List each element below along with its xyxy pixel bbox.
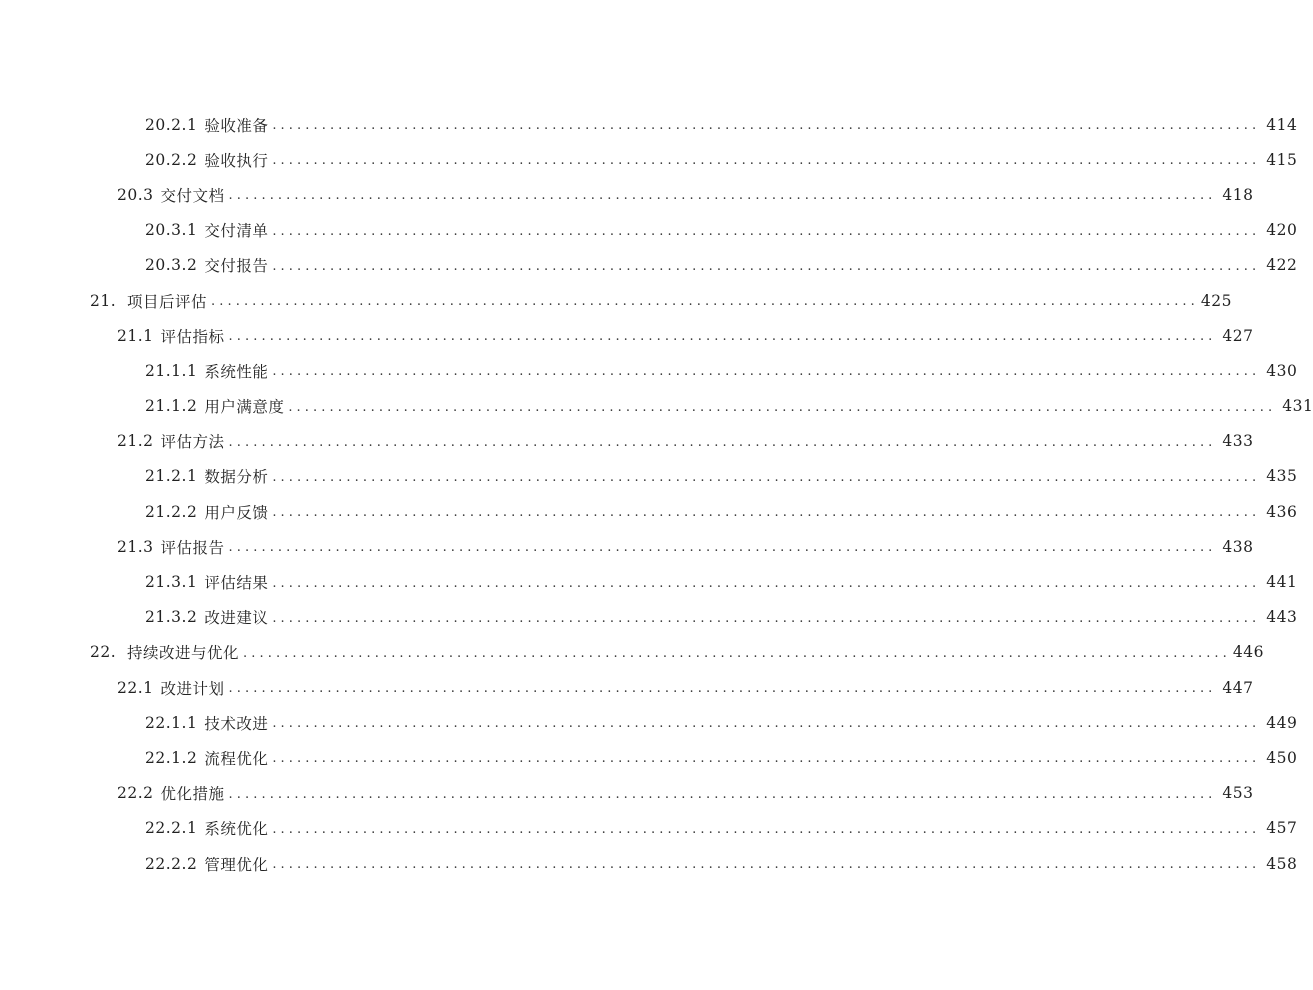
toc-entry-number: 21.2: [117, 432, 154, 451]
toc-entry-page-number: 457: [1266, 819, 1298, 838]
toc-entry-level-3[interactable]: [0, 353, 1298, 388]
dot-leader: ........................................................................................................................: [228, 681, 1217, 697]
toc-entry-number: 20.3: [117, 185, 154, 204]
dot-leader: ........................................................................................................................: [272, 610, 1261, 626]
toc-entry-title: 改进计划: [160, 679, 225, 698]
dot-leader: ........................................................................................................................: [272, 857, 1261, 873]
dot-leader: ........................................................................................................................: [228, 188, 1217, 204]
toc-entry-level-3[interactable]: [0, 705, 1298, 740]
dot-leader: ........................................................................................................................: [288, 399, 1277, 415]
toc-entry-title: 评估报告: [160, 538, 225, 557]
toc-entry-number: 21.2.1: [145, 467, 198, 486]
dot-leader: ........................................................................................................................: [272, 505, 1261, 521]
toc-entry-title: 用户反馈: [204, 503, 269, 522]
toc-entry-number: 20.2.2: [145, 150, 198, 169]
toc-entry-page-number: 418: [1222, 185, 1254, 204]
toc-entry-level-3[interactable]: [0, 740, 1298, 775]
toc-entry-title: 验收准备: [204, 116, 269, 135]
toc-entry-level-1[interactable]: [0, 283, 1232, 318]
toc-entry-title: 管理优化: [204, 855, 269, 874]
toc-entry-level-3[interactable]: [0, 459, 1298, 494]
toc-entry-number: 22.2.1: [145, 819, 198, 838]
toc-entry-title: 验收执行: [204, 151, 269, 170]
toc-entry-level-3[interactable]: [0, 846, 1298, 881]
toc-entry-page-number: 447: [1222, 678, 1254, 697]
dot-leader: ........................................................................................................................: [243, 645, 1231, 661]
toc-entry-page-number: 438: [1222, 537, 1254, 556]
toc-entry-page-number: 450: [1266, 748, 1298, 767]
toc-entry-level-2[interactable]: [0, 318, 1254, 353]
toc-entry-title: 用户满意度: [204, 398, 285, 417]
dot-leader: ........................................................................................................................: [272, 118, 1261, 134]
toc-entry-level-1[interactable]: [0, 635, 1264, 670]
toc-entry-page-number: 431: [1282, 397, 1313, 416]
toc-entry-title: 流程优化: [204, 749, 269, 768]
dot-leader: ........................................................................................................................: [272, 821, 1261, 837]
dot-leader: ........................................................................................................................: [272, 223, 1261, 239]
toc-entry-page-number: 453: [1222, 784, 1254, 803]
toc-entry-number: 21.: [90, 291, 117, 310]
dot-leader: ........................................................................................................................: [228, 329, 1217, 345]
toc-entry-title: 项目后评估: [127, 292, 208, 311]
toc-entry-number: 22.1.1: [145, 713, 198, 732]
dot-leader: ........................................................................................................................: [272, 751, 1261, 767]
toc-entry-title: 技术改进: [204, 714, 269, 733]
toc-entry-title: 系统性能: [204, 362, 269, 381]
toc-entry-number: 22.: [90, 643, 117, 662]
table-of-contents: [0, 107, 1313, 881]
toc-entry-number: 21.3: [117, 537, 154, 556]
toc-entry-page-number: 435: [1266, 467, 1298, 486]
toc-entry-number: 20.3.1: [145, 221, 198, 240]
toc-entry-number: 21.2.2: [145, 502, 198, 521]
toc-entry-level-2[interactable]: [0, 424, 1254, 459]
toc-entry-title: 数据分析: [204, 468, 269, 487]
toc-entry-level-3[interactable]: [0, 600, 1298, 635]
dot-leader: ........................................................................................................................: [272, 575, 1261, 591]
toc-entry-level-3[interactable]: [0, 389, 1313, 424]
toc-entry-page-number: 425: [1200, 291, 1232, 310]
toc-entry-number: 21.1.1: [145, 361, 198, 380]
toc-entry-page-number: 436: [1266, 502, 1298, 521]
toc-entry-number: 21.3.2: [145, 608, 198, 627]
toc-entry-number: 22.1.2: [145, 748, 198, 767]
dot-leader: ........................................................................................................................: [272, 258, 1261, 274]
toc-entry-number: 21.1.2: [145, 397, 198, 416]
toc-entry-level-2[interactable]: [0, 670, 1254, 705]
toc-entry-level-3[interactable]: [0, 248, 1298, 283]
toc-entry-level-3[interactable]: [0, 213, 1298, 248]
toc-entry-page-number: 449: [1266, 713, 1298, 732]
toc-entry-page-number: 446: [1232, 643, 1264, 662]
dot-leader: ........................................................................................................................: [272, 716, 1261, 732]
toc-entry-title: 优化措施: [160, 785, 225, 804]
toc-entry-level-2[interactable]: [0, 529, 1254, 564]
toc-entry-level-2[interactable]: [0, 177, 1254, 212]
toc-entry-title: 评估指标: [160, 327, 225, 346]
toc-entry-number: 20.2.1: [145, 115, 198, 134]
toc-entry-level-3[interactable]: [0, 142, 1298, 177]
toc-entry-level-3[interactable]: [0, 494, 1298, 529]
toc-entry-page-number: 415: [1266, 150, 1298, 169]
toc-entry-number: 22.2.2: [145, 854, 198, 873]
toc-entry-number: 20.3.2: [145, 256, 198, 275]
toc-entry-page-number: 433: [1222, 432, 1254, 451]
toc-entry-title: 系统优化: [204, 820, 269, 839]
toc-entry-title: 评估结果: [204, 574, 269, 593]
dot-leader: ........................................................................................................................: [228, 786, 1217, 802]
toc-entry-page-number: 420: [1266, 221, 1298, 240]
toc-entry-level-2[interactable]: [0, 776, 1254, 811]
toc-entry-page-number: 414: [1266, 115, 1298, 134]
dot-leader: ........................................................................................................................: [228, 540, 1217, 556]
toc-entry-number: 21.3.1: [145, 573, 198, 592]
toc-entry-page-number: 422: [1266, 256, 1298, 275]
dot-leader: ........................................................................................................................: [272, 364, 1261, 380]
dot-leader: ........................................................................................................................: [272, 469, 1261, 485]
toc-entry-page-number: 458: [1266, 854, 1298, 873]
toc-entry-title: 改进建议: [204, 609, 269, 628]
dot-leader: ........................................................................................................................: [228, 434, 1217, 450]
dot-leader: ........................................................................................................................: [211, 294, 1199, 310]
toc-entry-title: 交付清单: [204, 222, 269, 241]
toc-entry-page-number: 430: [1266, 361, 1298, 380]
toc-entry-page-number: 441: [1266, 573, 1298, 592]
toc-entry-page-number: 427: [1222, 326, 1254, 345]
toc-entry-number: 22.2: [117, 784, 154, 803]
toc-entry-level-3[interactable]: [0, 107, 1298, 142]
toc-entry-title: 评估方法: [160, 433, 225, 452]
dot-leader: ........................................................................................................................: [272, 153, 1261, 169]
toc-entry-number: 22.1: [117, 678, 154, 697]
toc-entry-level-3[interactable]: [0, 811, 1298, 846]
toc-entry-level-3[interactable]: [0, 564, 1298, 599]
toc-entry-title: 交付报告: [204, 257, 269, 276]
toc-entry-number: 21.1: [117, 326, 154, 345]
toc-entry-page-number: 443: [1266, 608, 1298, 627]
toc-entry-title: 持续改进与优化: [127, 644, 240, 663]
toc-entry-title: 交付文档: [160, 186, 225, 205]
